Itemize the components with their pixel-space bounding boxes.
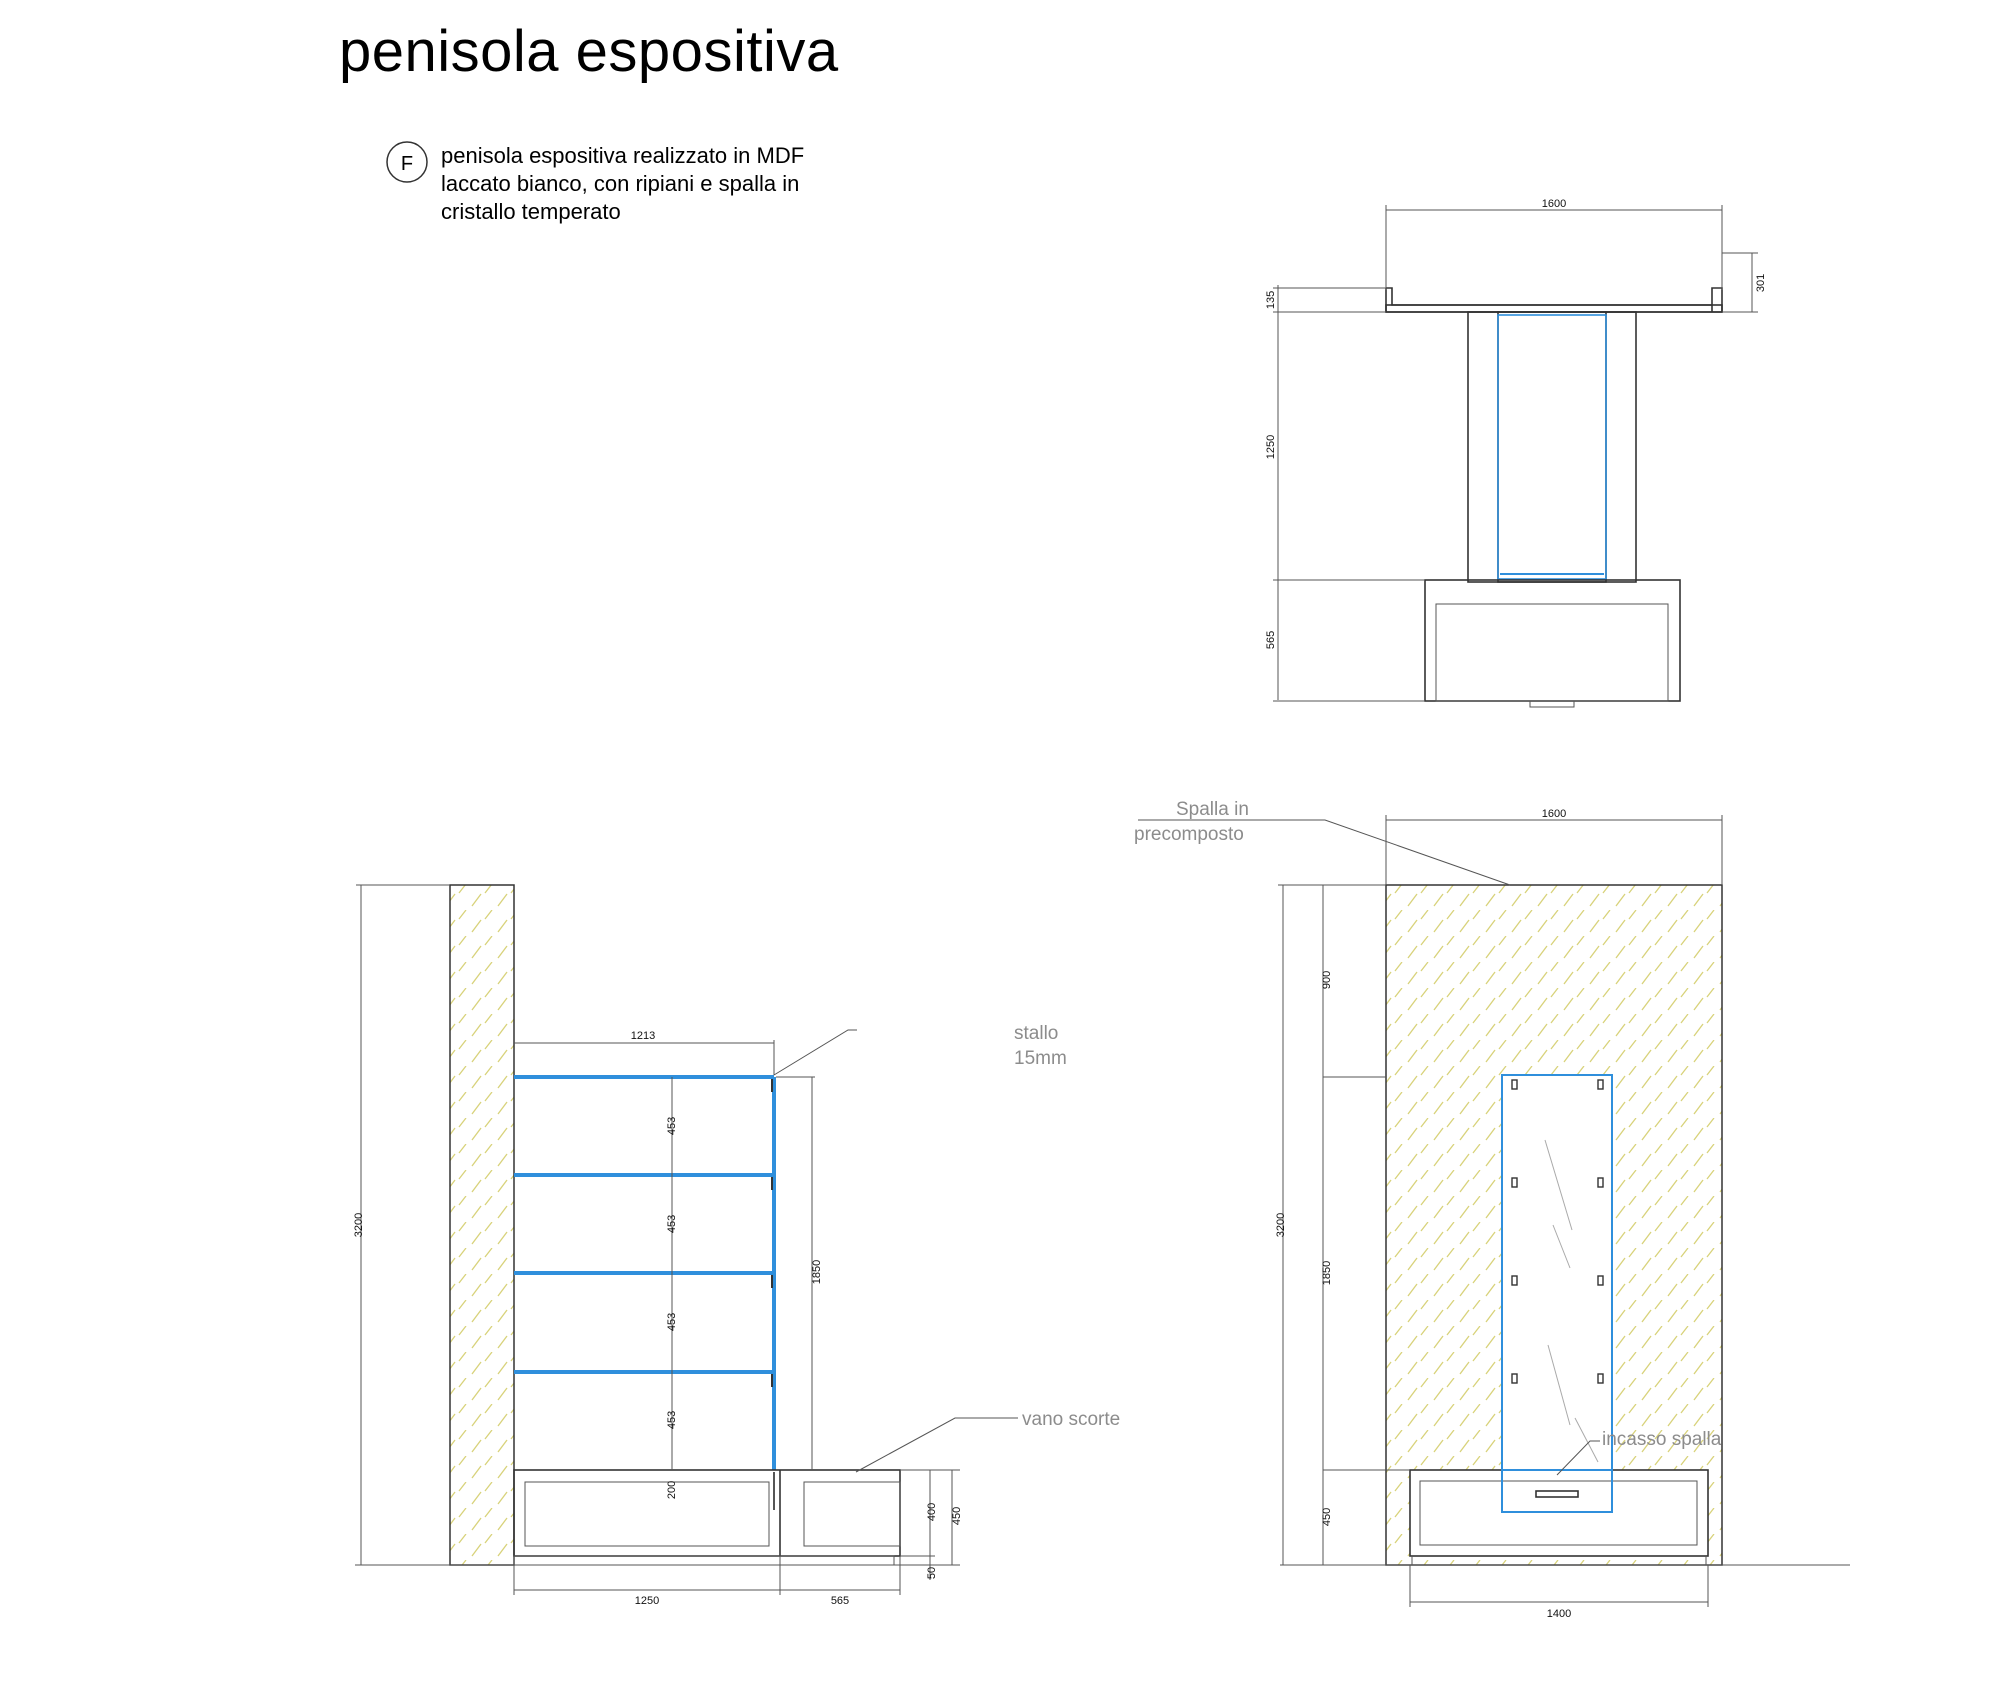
description-line: penisola espositiva realizzato in MDF bbox=[441, 143, 805, 168]
note-spalla-2: precomposto bbox=[1134, 824, 1244, 845]
dim-front-width: 1600 bbox=[1541, 808, 1567, 820]
dim-top-565: 565 bbox=[1265, 630, 1277, 650]
description-line: laccato bianco, con ripiani e spalla in bbox=[441, 171, 800, 196]
dim-shelf-spacing: 453 bbox=[666, 1116, 678, 1136]
dim-top-135: 135 bbox=[1265, 290, 1277, 310]
note-storage: vano scorte bbox=[1022, 1409, 1121, 1430]
description-line: cristallo temperato bbox=[441, 199, 621, 224]
dim-front-450: 450 bbox=[1321, 1507, 1333, 1527]
dim-shelf-spacing: 453 bbox=[666, 1312, 678, 1332]
dim-side-3200: 3200 bbox=[353, 1212, 365, 1238]
dim-top-width: 1600 bbox=[1541, 198, 1567, 210]
dim-cab-400: 400 bbox=[926, 1502, 938, 1522]
note-glass-1: stallo bbox=[1014, 1023, 1059, 1044]
note-glass-2: 15mm bbox=[1014, 1048, 1067, 1069]
top-view bbox=[1265, 198, 1767, 707]
dim-cab-450: 450 bbox=[951, 1506, 963, 1526]
dim-base-565: 565 bbox=[830, 1595, 850, 1607]
dim-base-1250: 1250 bbox=[634, 1595, 660, 1607]
dim-glass-1850: 1850 bbox=[811, 1259, 823, 1285]
dim-front-900: 900 bbox=[1321, 970, 1333, 990]
note-spalla-1: Spalla in bbox=[1176, 799, 1249, 820]
page-title: penisola espositiva bbox=[339, 19, 839, 84]
front-view bbox=[1134, 799, 1850, 1620]
wall-section bbox=[450, 885, 514, 1565]
dim-front-1850: 1850 bbox=[1321, 1260, 1333, 1286]
dim-shelf-spacing: 453 bbox=[666, 1214, 678, 1234]
dim-plinth-50: 50 bbox=[926, 1566, 938, 1580]
dim-shelf-spacing: 453 bbox=[666, 1410, 678, 1430]
dim-front-1400: 1400 bbox=[1546, 1608, 1572, 1620]
dim-base-200: 200 bbox=[666, 1480, 678, 1500]
dim-top-301: 301 bbox=[1755, 273, 1767, 293]
marker-label: F bbox=[400, 153, 414, 175]
note-incasso: incasso spalla bbox=[1602, 1429, 1722, 1450]
dim-side-1213: 1213 bbox=[630, 1030, 656, 1042]
dim-top-1250: 1250 bbox=[1265, 434, 1277, 460]
side-view bbox=[353, 885, 1120, 1607]
marker-f bbox=[387, 142, 427, 182]
dim-front-3200: 3200 bbox=[1275, 1212, 1287, 1238]
